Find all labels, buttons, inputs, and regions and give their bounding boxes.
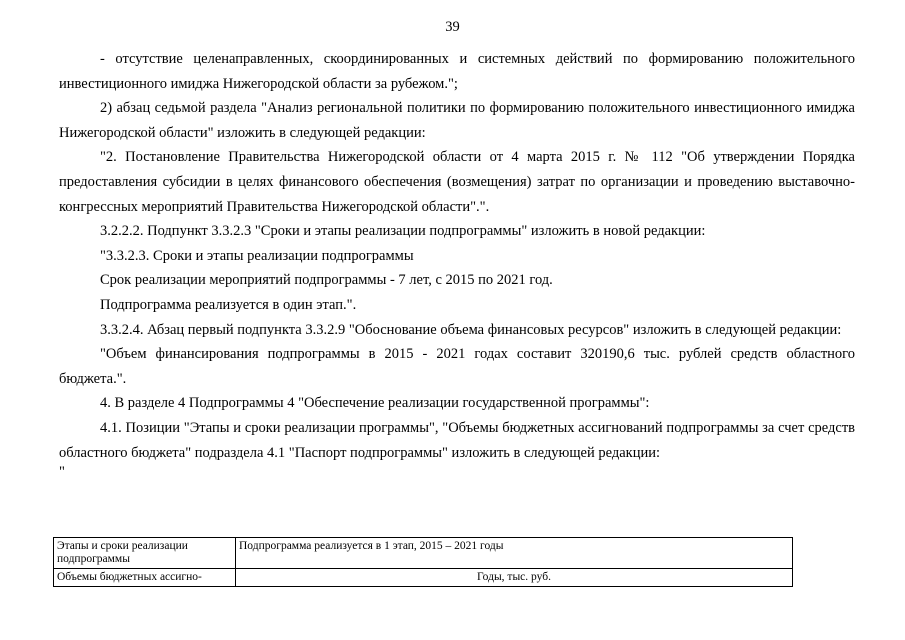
table-cell-label: Этапы и сроки реализации подпрограммы <box>54 538 236 569</box>
paragraph-3: "2. Постановление Правительства Нижегородской области от 4 марта 2015 г. № 112 "Об утверждении Порядка предоставления субсидии в целях финансового обеспечения (возмещения) затрат по организации и проведению выставочно-конгрессных мероприятий Правительства Нижегородской области".". <box>59 149 855 215</box>
paragraph-10: 4. В разделе 4 Подпрограммы 4 "Обеспечение реализации государственной программы": <box>100 395 650 412</box>
table-cell-label: Объемы бюджетных ассигно- <box>54 569 236 587</box>
paragraph-2: 2) абзац седьмой раздела "Анализ региональной политики по формированию положительного инвестиционного имиджа Нижегородской области" изложить в следующей редакции: <box>59 100 855 141</box>
table-cell-value: Годы, тыс. руб. <box>236 569 793 587</box>
paragraph-7: Подпрограмма реализуется в один этап.". <box>100 296 357 313</box>
table-cell-value: Подпрограмма реализуется в 1 этап, 2015 – 2021 годы <box>236 538 793 569</box>
document-body <box>59 47 855 479</box>
table-row <box>54 569 793 587</box>
table-row <box>54 538 793 569</box>
paragraph-1: - отсутствие целенаправленных, скоординированных и системных действий по формированию положительного инвестиционного имиджа Нижегородской области за рубежом."; <box>59 51 855 92</box>
passport-table <box>53 537 793 587</box>
paragraph-11: 4.1. Позиции "Этапы и сроки реализации программы", "Объемы бюджетных ассигнований подпрограммы за счет средств областного бюджета" подраздела 4.1 "Паспорт подпрограммы" изложить в следующей редакции: <box>59 419 855 461</box>
paragraph-4: 3.2.2.2. Подпункт 3.3.2.3 "Сроки и этапы реализации подпрограммы" изложить в новой редакции: <box>100 223 706 240</box>
paragraph-6: Срок реализации мероприятий подпрограммы - 7 лет, с 2015 по 2021 год. <box>100 272 553 289</box>
paragraph-5: "3.3.2.3. Сроки и этапы реализации подпрограммы <box>100 247 414 264</box>
paragraph-8: 3.3.2.4. Абзац первый подпункта 3.3.2.9 "Обоснование объема финансовых ресурсов" изложить в следующей редакции: <box>100 321 842 338</box>
paragraph-9: "Объем финансирования подпрограммы в 2015 - 2021 годах составит 320190,6 тыс. рублей средств областного бюджета.". <box>59 346 855 387</box>
page-number: 39 <box>445 19 460 35</box>
opening-quote: " <box>59 464 65 481</box>
